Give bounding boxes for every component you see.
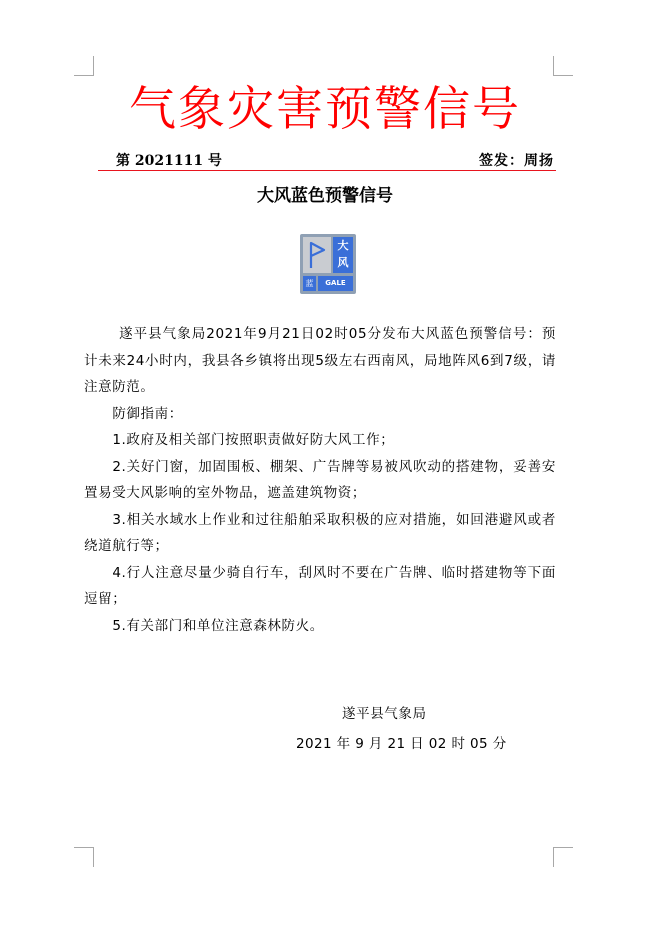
crop-mark-bottom-left [74,847,94,867]
paragraph-guide-item: 5.有关部门和单位注意森林防火。 [112,617,324,634]
paragraph-guide-item: 2.关好门窗，加固围板、棚架、广告牌等易被风吹动的搭建物，妥善安置易受大风影响的室外物品，遮盖建筑物资； [84,458,556,501]
crop-mark-bottom-right [553,847,573,867]
gale-blue-warning-icon [300,234,356,294]
paragraph-guide-heading: 防御指南： [112,405,183,422]
icon-side-label: 大 风 [333,237,353,273]
signature-date: 2021 年 9 月 21 日 02 时 05 分 [296,736,507,752]
paragraph-guide-item: 4.行人注意尽量少骑自行车，刮风时不要在广告牌、临时搭建物等下面逗留； [84,564,556,607]
signature-org: 遂平县气象局 [342,706,427,722]
paragraph-announcement: 遂平县气象局2021年9月21日02时05分发布大风蓝色预警信号：预计未来24小时内，我县各乡镇将出现5级左右西南风，局地阵风6到7级，请注意防范。 [84,326,556,395]
icon-gale-label: GALE [318,276,353,291]
issue-number: 第 2021111 号 [116,153,222,169]
body-text [84,321,556,639]
header-divider [98,170,556,171]
crop-mark-top-right [553,56,573,76]
paragraph-guide-item: 1.政府及相关部门按照职责做好防大风工作； [112,432,395,448]
crop-mark-top-left [74,56,94,76]
signer: 签发：周扬 [479,153,554,169]
signal-title: 大风蓝色预警信号 [257,186,393,206]
header-title: 气象灾害预警信号 [129,82,521,137]
flag-icon [303,237,331,273]
icon-color-label: 蓝 [303,276,316,291]
paragraph-guide-item: 3.相关水域水上作业和过往船舶采取积极的应对措施，如回港避风或者绕道航行等； [84,511,556,554]
issue-row [98,150,554,170]
